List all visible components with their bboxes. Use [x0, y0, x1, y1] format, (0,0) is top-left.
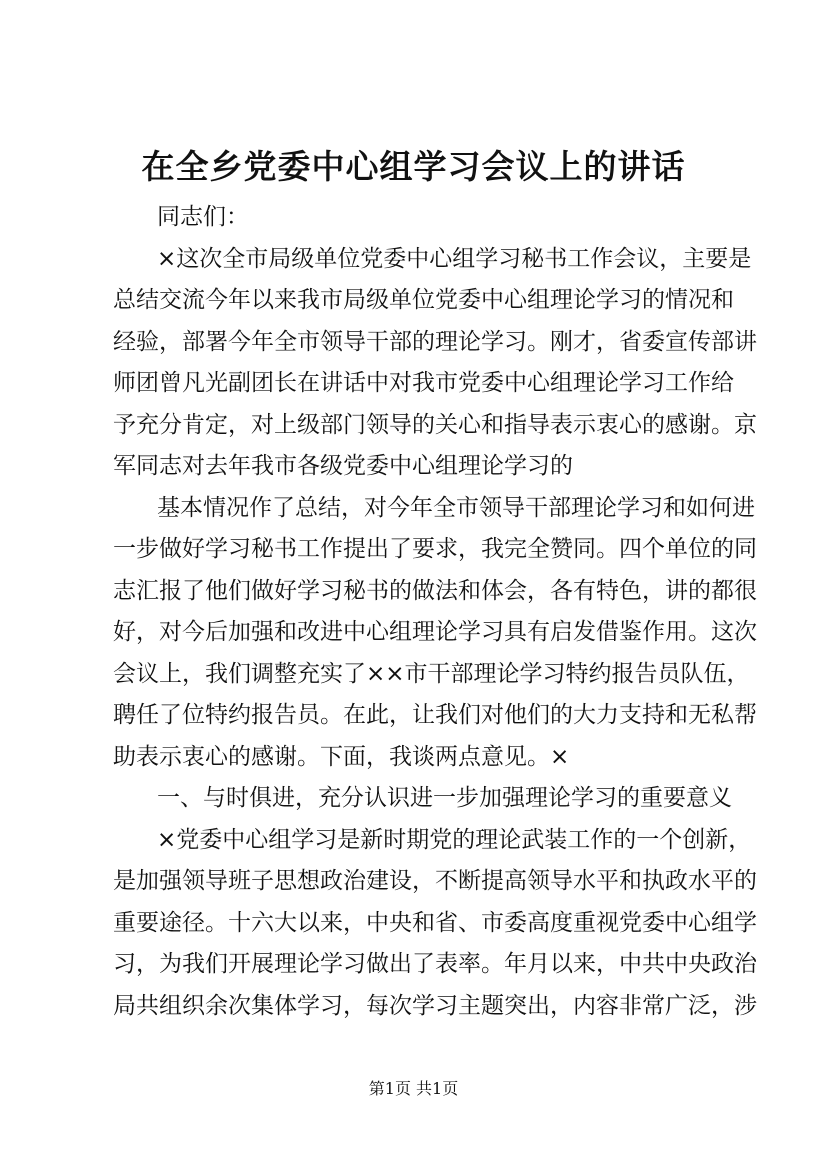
document-title: 在全乡党委中心组学习会议上的讲话 — [141, 147, 686, 186]
paragraph-line: 会议上，我们调整充实了××市干部理论学习特约报告员队伍， — [113, 660, 750, 687]
paragraph-line: 予充分肯定，对上级部门领导的关心和指导表示衷心的感谢。京 — [113, 411, 757, 438]
paragraph-line: ×这次全市局级单位党委中心组学习秘书工作会议，主要是 — [157, 245, 752, 272]
paragraph-line: 好，对今后加强和改进中心组理论学习具有启发借鉴作用。这次 — [113, 619, 757, 645]
salutation-line: 同志们： — [157, 204, 249, 230]
paragraph-line: 局共组织余次集体学习，每次学习主题突出，内容非常广泛，涉 — [113, 992, 757, 1019]
document-body — [113, 197, 757, 1027]
paragraph-line: 助表示衷心的感谢。下面，我谈两点意见。× — [113, 743, 570, 770]
paragraph-line: 重要途径。十六大以来，中央和省、市委高度重视党委中心组学 — [113, 909, 757, 936]
paragraph-line: 师团曾凡光副团长在讲话中对我市党委中心组理论学习工作给 — [113, 370, 734, 396]
section-heading: 一、与时俱进，充分认识进一步加强理论学习的重要意义 — [157, 785, 732, 811]
paragraph-line: 军同志对去年我市各级党委中心组理论学习的 — [113, 453, 573, 479]
paragraph-line: 习，为我们开展理论学习做出了表率。年月以来，中共中央政治 — [113, 951, 757, 977]
paragraph-line: 志汇报了他们做好学习秘书的做法和体会，各有特色，讲的都很 — [113, 577, 757, 604]
paragraph-line: 是加强领导班子思想政治建设，不断提高领导水平和执政水平的 — [113, 868, 757, 894]
paragraph-line: 一步做好学习秘书工作提出了要求，我完全赞同。四个单位的同 — [113, 536, 757, 562]
paragraph-line: 聘任了位特约报告员。在此，让我们对他们的大力支持和无私帮 — [113, 702, 757, 728]
paragraph-line: ×党委中心组学习是新时期党的理论武装工作的一个创新， — [157, 826, 752, 853]
page-footer: 第1页 共1页 — [368, 1079, 459, 1098]
paragraph-line: 基本情况作了总结，对今年全市领导干部理论学习和如何进 — [157, 494, 755, 521]
paragraph-line: 总结交流今年以来我市局级单位党委中心组理论学习的情况和 — [113, 287, 734, 313]
paragraph-line: 经验，部署今年全市领导干部的理论学习。刚才，省委宣传部讲 — [113, 328, 757, 355]
